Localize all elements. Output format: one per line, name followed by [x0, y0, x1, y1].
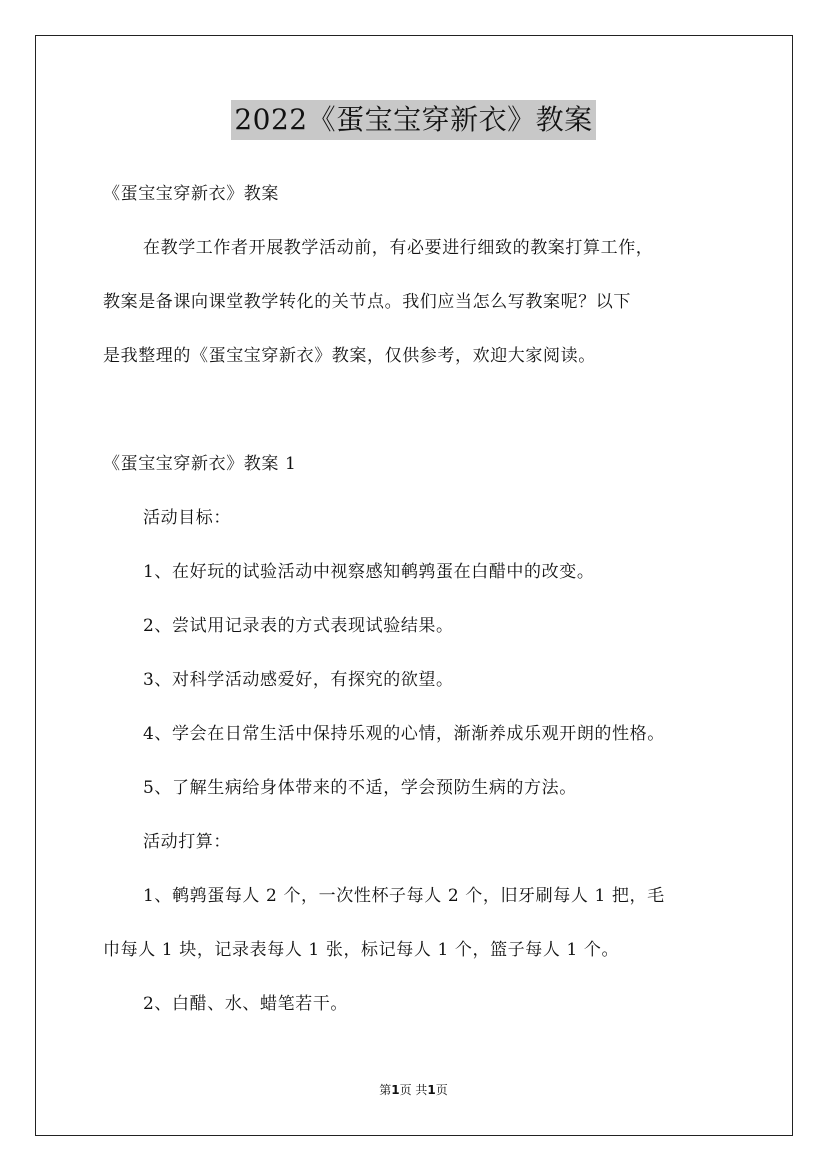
subheading: 活动打算：: [143, 832, 231, 852]
page-footer: [0, 1082, 827, 1098]
title-container: [0, 100, 827, 140]
list-item: 1、在好玩的试验活动中视察感知鹌鹑蛋在白醋中的改变。: [143, 562, 595, 582]
footer-prefix: 第: [379, 1083, 392, 1097]
subheading: 活动目标：: [143, 508, 231, 528]
footer-suffix: 页: [435, 1083, 448, 1097]
section-heading: 《蛋宝宝穿新衣》教案 1: [103, 454, 297, 474]
list-item: 4、学会在日常生活中保持乐观的心情，渐渐养成乐观开朗的性格。: [143, 724, 665, 744]
list-item-continued: 巾每人 1 块，记录表每人 1 张，标记每人 1 个，篮子每人 1 个。: [103, 940, 620, 960]
list-item: 5、了解生病给身体带来的不适，学会预防生病的方法。: [143, 778, 577, 798]
list-item: 2、白醋、水、蜡笔若干。: [143, 994, 349, 1014]
list-item: 3、对科学活动感爱好，有探究的欲望。: [143, 670, 454, 690]
list-item: 1、鹌鹑蛋每人 2 个，一次性杯子每人 2 个，旧牙刷每人 1 把，毛: [143, 886, 665, 906]
document-title: 2022《蛋宝宝穿新衣》教案: [231, 100, 595, 140]
paragraph-line: 在教学工作者开展教学活动前，有必要进行细致的教案打算工作，: [143, 238, 654, 258]
section-heading: 《蛋宝宝穿新衣》教案: [103, 184, 279, 204]
paragraph-line: 教案是备课向课堂教学转化的关节点。我们应当怎么写教案呢？以下: [103, 292, 631, 312]
page-total: 1: [427, 1083, 436, 1097]
paragraph-line: 是我整理的《蛋宝宝穿新衣》教案，仅供参考，欢迎大家阅读。: [103, 346, 596, 366]
page-number: 1: [391, 1083, 400, 1097]
footer-mid: 页 共: [399, 1083, 428, 1097]
list-item: 2、尝试用记录表的方式表现试验结果。: [143, 616, 454, 636]
